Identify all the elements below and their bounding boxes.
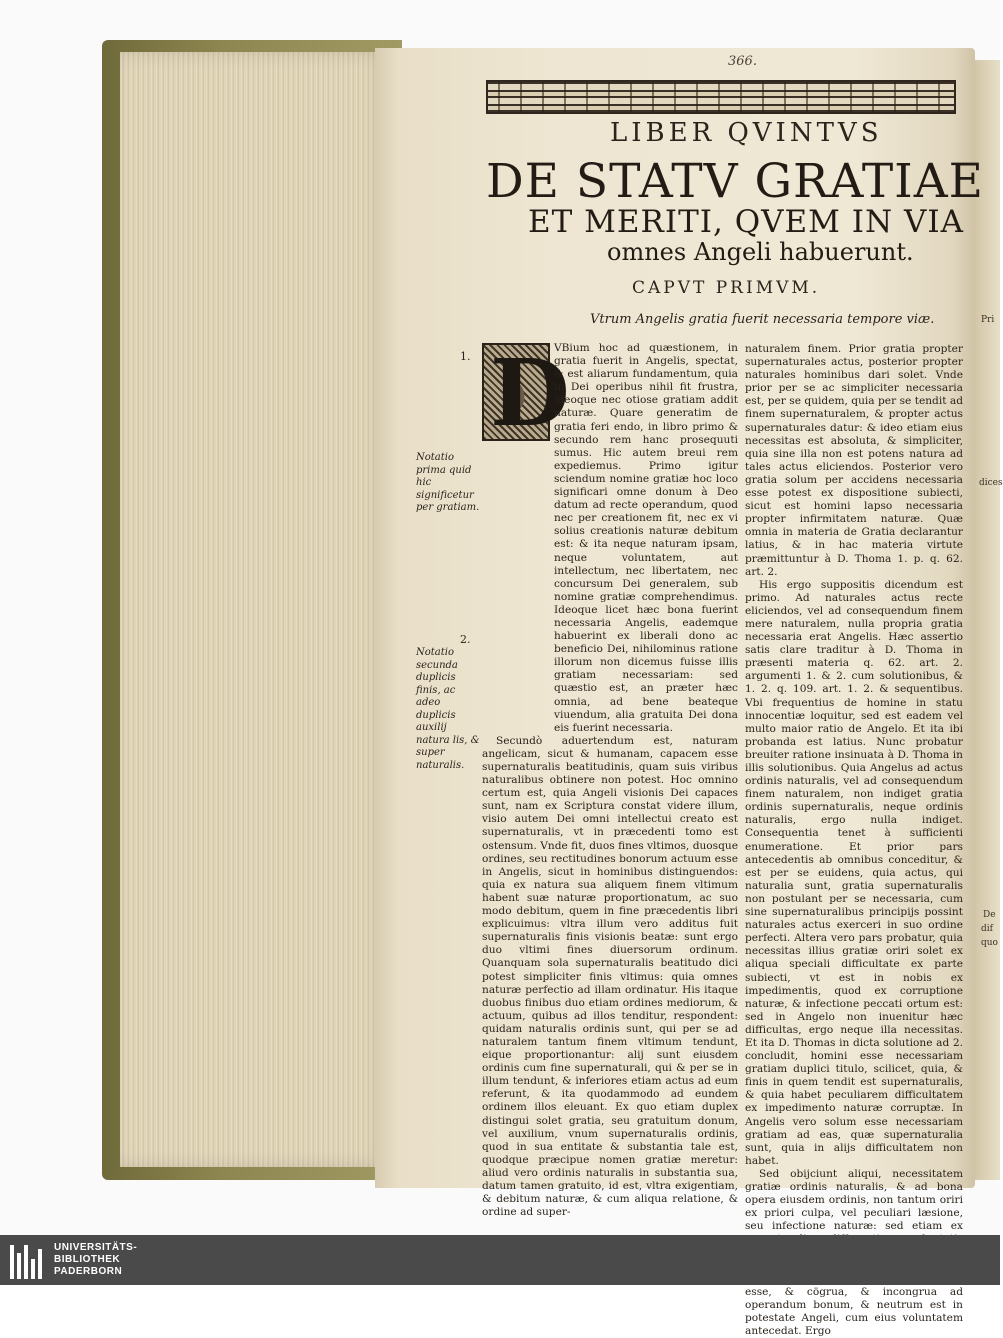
paragraph: Secundò aduertendum est, naturam angelicam, sicut & humanam, capacem esse supernaturalis beatitudinis, quam suis viribus naturalibus obtinere non potest. Hoc omnino certum est, quia Angeli visionis Dei capaces sunt, nam ex Scriptura constat videre illum, visio autem Dei omni intellectui creato est supernaturalis, vt in præcedenti tomo est ostensum. Vnde fit, duos fines vltimos, duosque ordines, seu rectitudines bonorum actuum esse in Angelis, sicut in hominibus distinguendos: quia ex natura sua aliquem finem vltimum habent suæ naturæ proportionatum, ac suo modo debitum, quem in fine præcedentis libri explicuimus: vltra illum vero additus fuit supernaturalis finis visionis beatæ: sunt ergo duo vltimi fines diuersorum ordinum. Quanquam sola supernaturalis beatitudo dici potest simpliciter finis vltimus: quia omnes naturæ perfectio ad illam ordinatur. His itaque duobus finibus duo etiam ordines mediorum, & actuum, quibus ad illos tenditur, respondent: quidam naturalis ordinis sunt, qui per se ad naturalem tantum finem vltimum tendunt, eique proportionantur: alij sunt eiusdem ordinis cum fine supernaturali, qui & per se in illum tendunt, & inferiores etiam actus ad eum referunt, & ita quodammodo ad eundem ordinem illos eleuant. Ex quo etiam duplex distingui solet gratia, seu gratuitum donum, vel auxilium, vnum supernaturalis ordinis, quod in sua entitate & substantia tale est, quodque præcipue nomen gratiæ meretur: aliud vero ordinis naturalis in substantia sua, datum tamen gratuito, id est, vltra exigentiam, & debitum naturæ, & cum aliqua relatione, & ordine ad super- [482,734,738,1219]
initial-letter: D [490,339,570,447]
leaf-fragment: Pri [981,315,995,325]
page-subtitle: ET MERITI, QVEM IN VIA [528,204,965,240]
library-name-line: BIBLIOTHEK [54,1254,121,1265]
decorative-headpiece [486,80,956,114]
margin-number: 1. [460,350,471,363]
library-logo-icon [10,1241,48,1279]
paragraph: VBium hoc ad quæstionem, in gratia fuerit in Angelis, spectat, & est aliarum fundamentum, quia in Dei operibus nihil fit frustra, ideoque nec otiose gratiam addit naturæ. Quare generatim de gratia feri endo, in libro primo & secundo rem hanc prosequuti sumus. Hic autem breui rem expediemus. Primo igitur sciendum nomine gratiæ hoc loco significari omne donum à Deo datum ad recte operandum, quod nec per creationem fit, nec ex vi solius creationis naturæ debitum est: & ita neque naturam ipsam, neque voluntatem, aut intellectum, nec libertatem, nec concursum Dei generalem, sub nomine gratiæ comprehendimus. Ideoque licet hæc bona fuerint necessaria Angelis, eademque habuerint ex liberali dono ac beneficio Dei, nihilominus ratione illorum non dicemus fuisse illis gratiam necessariam: sed quæstio est, an præter hæc omnia, ad bene beateque viuendum, alia gratuita Dei dona eis fuerint necessaria. [554,342,738,734]
margin-number: 2. [460,633,471,646]
text-column-right [745,343,963,1338]
paragraph: Sed obijciunt aliqui, necessitatem gratiæ ordinis naturalis, & ad bona opera eiusdem ordinis, non tantum oriri ex priori culpa, vel peculiari læsione, seu infectione naturæ: sed etiam ex esse, & cögrua, & incongrua ad operandum bonum, & neutrum est in potestate Angeli, cum eius voluntatem antecedat. Ergo [745,1167,963,1338]
margin-note: Notatio prima quid hic significetur per gratiam. [416,452,480,513]
library-footer [0,1235,1000,1285]
leaf-fragment: dices [979,478,1003,488]
page-subtitle-2: omnes Angeli habuerunt. [607,238,914,266]
next-leaf-edge [975,60,1003,1180]
leaf-fragment: De [983,910,996,920]
page-edges [120,52,388,1167]
library-name-line: UNIVERSITÄTS- [54,1242,138,1253]
library-name-line: PADERBORN [54,1266,123,1277]
chapter-question: Vtrum Angelis gratia fuerit necessaria tempore viæ. [590,312,935,327]
page-title: DE STATV GRATIAE [486,154,984,209]
text-column-left [482,342,738,1219]
book-heading: LIBER QVINTVS [610,118,883,148]
chapter-heading: CAPVT PRIMVM. [632,278,821,298]
leaf-fragment: quo [981,938,998,948]
margin-note: Notatio secunda duplicis finis, ac adeo duplicis auxilij natura lis, & super naturalis. [416,647,480,771]
library-name [54,1242,137,1278]
paragraph: His ergo suppositis dicendum est primo. Ad naturales actus recte eliciendos, vel ad consequendum finem mere naturalem, nulla propria gratia necessaria erat Angelis. Hæc assertio satis clare traditur à D. Thoma in præsenti materia q. 62. art. 2. argumenti 1. & 2. cum solutionibus, & 1. 2. q. 109. art. 1. 2. & sequentibus. Vbi frequentius de homine in statu innocentiæ loquitur, sed est eadem vel multo maior ratio de Angelo. Et ita ibi probanda est latius. Nunc probatur breuiter ratione insinuata à D. Thoma in illis solutionibus. Quia Angelus ad actus ordinis naturalis, vel ad consequendum finem naturalem, non indiget gratia ordinis supernaturalis, neque ordinis naturalis, ergo nulla indiget. Consequentia tenet à sufficienti enumeratione. Et prior pars antecedentis ab omnibus conceditur, & est per se euidens, quia actus, qui naturalia sunt, gratia supernaturalis non postulant per se necessaria, cum sine supernaturalibus principijs possint naturales actus exerceri in suo ordine perfecti. Altera vero pars probatur, quia necessitas illius gratiæ oriri solet ex aliqua speciali difficultate ex parte subiecti, vt est in nobis ex impedimentis, quod ex corruptione naturæ, & infectione peccati ortum est: sed in Angelo non inuenitur hæc difficultas, ergo neque illa necessitas. Et ita D. Thomas in dicta solutione ad 2. concludit, homini esse necessariam gratiam duplici titulo, scilicet, quia, & finis in quem tendit est supernaturalis, & quia habet peculiarem difficultatem ex impedimento naturæ corruptæ. In Angelis vero solum esse necessariam gratiam ad eas, quæ supernaturalia sunt, quia in alijs difficultatem non habet. [745,578,963,1167]
leaf-fragment: dif [981,924,993,934]
page-number: 366. [728,54,757,69]
paragraph: naturalem finem. Prior gratia propter supernaturales actus, posterior propter naturales hominibus dari solet. Vnde prior per se ac simpliciter necessaria est, per se quidem, quia per se tendit ad finem supernaturalem, & propter actus supernaturales datur: & ideo etiam eius necessitas est absoluta, & simpliciter, quia sine illa non est potens natura ad tales actus eliciendos. Posterior vero gratia solum per accidens necessaria esse potest ex dispositione subiecti, sicut est homini lapso necessaria propter infirmitatem naturæ. Quæ omnia in materia de Gratia declarantur latius, & in hac materia virtute præmittuntur à D. Thoma 1. p. q. 62. art. 2. [745,343,963,578]
